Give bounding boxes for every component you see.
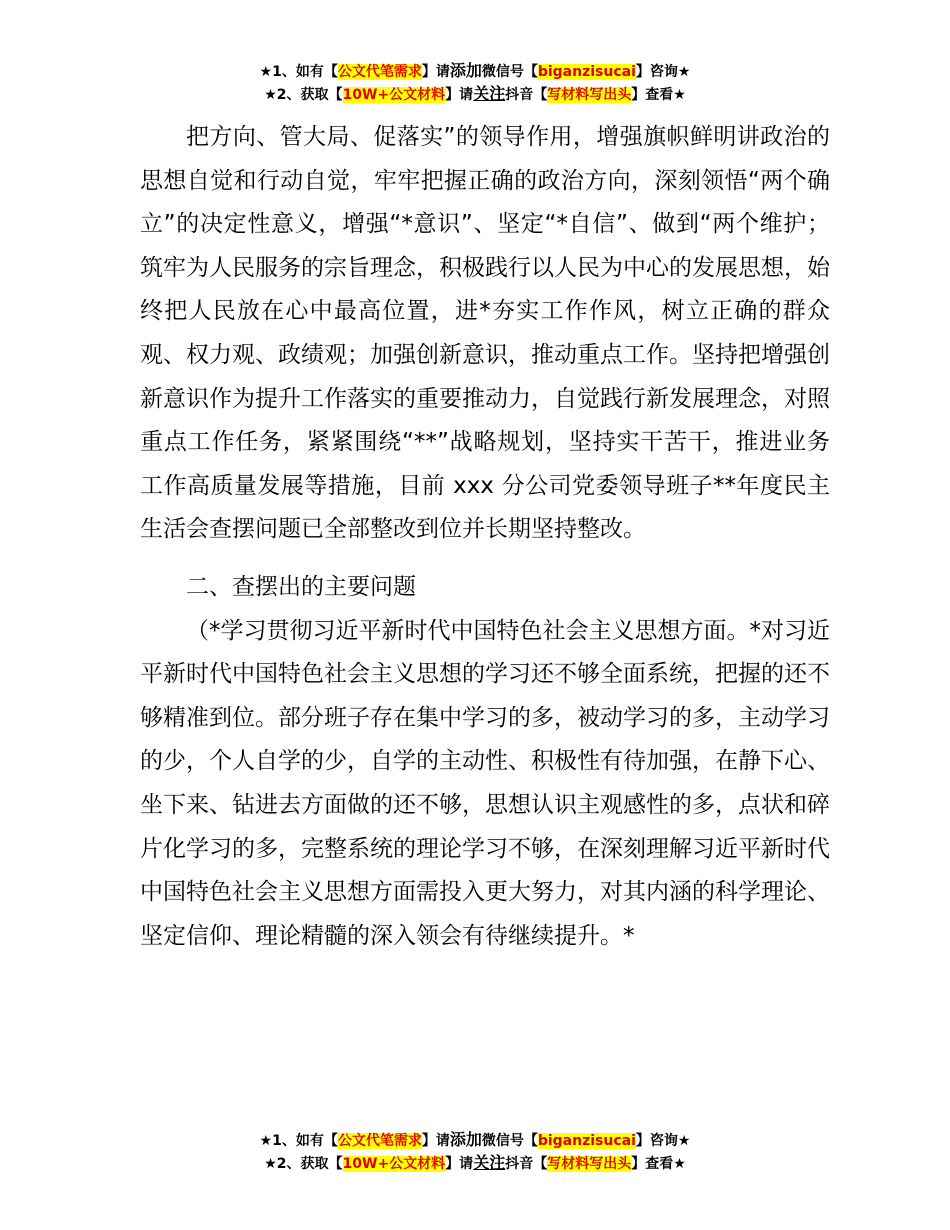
footer-douyin-id: 写材料写出头 bbox=[547, 1156, 632, 1172]
header-wechat-id: biganzisucai bbox=[537, 64, 636, 80]
footer-line-1-suffix: 】咨询★ bbox=[635, 1133, 691, 1149]
header-line-1 bbox=[0, 60, 950, 83]
header-line-1-mid: 】请 bbox=[421, 64, 450, 80]
header-banner bbox=[0, 60, 950, 106]
header-follow-emphasis: 关注 bbox=[473, 84, 506, 103]
footer-line-2-mid2: 抖音【 bbox=[505, 1156, 548, 1172]
footer-banner bbox=[0, 1129, 950, 1175]
header-service-highlight: 公文代笔需求 bbox=[337, 64, 422, 80]
footer-wechat-id: biganzisucai bbox=[537, 1133, 636, 1149]
header-line-2 bbox=[0, 83, 950, 106]
footer-materials-highlight: 10W+公文材料 bbox=[342, 1156, 446, 1172]
header-line-2-suffix: 】查看★ bbox=[631, 87, 686, 103]
footer-follow-emphasis: 关注 bbox=[473, 1153, 506, 1172]
footer-line-2-prefix: ★2、获取【 bbox=[264, 1156, 343, 1172]
header-line-1-prefix: ★1、如有【 bbox=[259, 64, 338, 80]
paragraph-2: （*学习贯彻习近平新时代中国特色社会主义思想方面。*对习近平新时代中国特色社会主义思想的学习还不够全面系统，把握的还不够精准到位。部分班子存在集中学习的多，被动学习的多，主动学习的少，个人自学的少，自学的主动性、积极性有待加强，在静下心、坐下来、钻进去方面做的还不够，思想认识主观感性的多，点状和碎片化学习的多，完整系统的理论学习不够，在深刻理解习近平新时代中国特色社会主义思想方面需投入更大努力，对其内涵的科学理论、坚定信仰、理论精髓的深入领会有待继续提升。* bbox=[140, 617, 830, 949]
footer-line-2 bbox=[0, 1152, 950, 1175]
section-heading: 二、查摆出的主要问题 bbox=[186, 573, 416, 600]
footer-line-2-mid: 】请 bbox=[445, 1156, 474, 1172]
footer-add-emphasis: 添加 bbox=[449, 1130, 482, 1149]
header-line-2-mid2: 抖音【 bbox=[505, 87, 548, 103]
paragraph-1: 把方向、管大局、促落实”的领导作用，增强旗帜鲜明讲政治的思想自觉和行动自觉，牢牢把握正确的政治方向，深刻领悟“两个确立”的决定性意义，增强“*意识”、坚定“*自信”、做到“两个维护；筑牢为人民服务的宗旨理念，积极践行以人民为中心的发展思想，始终把人民放在心中最高位置，进*夯实工作作风，树立正确的群众观、权力观、政绩观；加强创新意识，推动重点工作。坚持把增强创新意识作为提升工作落实的重要推动力，自觉践行新发展理念，对照重点工作任务，紧紧围绕“**”战略规划，坚持实干苦干，推进业务工作高质量发展等措施，目前 xxx 分公司党委领导班子**年度民主生活会查摆问题已全部整改到位并长期坚持整改。 bbox=[140, 124, 830, 543]
footer-line-1-mid2: 微信号【 bbox=[481, 1133, 538, 1149]
footer-line-2-suffix: 】查看★ bbox=[631, 1156, 686, 1172]
footer-line-1 bbox=[0, 1129, 950, 1152]
header-add-emphasis: 添加 bbox=[449, 61, 482, 80]
header-materials-highlight: 10W+公文材料 bbox=[342, 87, 446, 103]
document-body bbox=[140, 116, 830, 958]
header-line-1-mid2: 微信号【 bbox=[481, 64, 538, 80]
header-line-1-suffix: 】咨询★ bbox=[635, 64, 691, 80]
footer-line-1-prefix: ★1、如有【 bbox=[259, 1133, 338, 1149]
header-douyin-id: 写材料写出头 bbox=[547, 87, 632, 103]
footer-line-1-mid: 】请 bbox=[421, 1133, 450, 1149]
header-line-2-mid: 】请 bbox=[445, 87, 474, 103]
header-line-2-prefix: ★2、获取【 bbox=[264, 87, 343, 103]
footer-service-highlight: 公文代笔需求 bbox=[337, 1133, 422, 1149]
